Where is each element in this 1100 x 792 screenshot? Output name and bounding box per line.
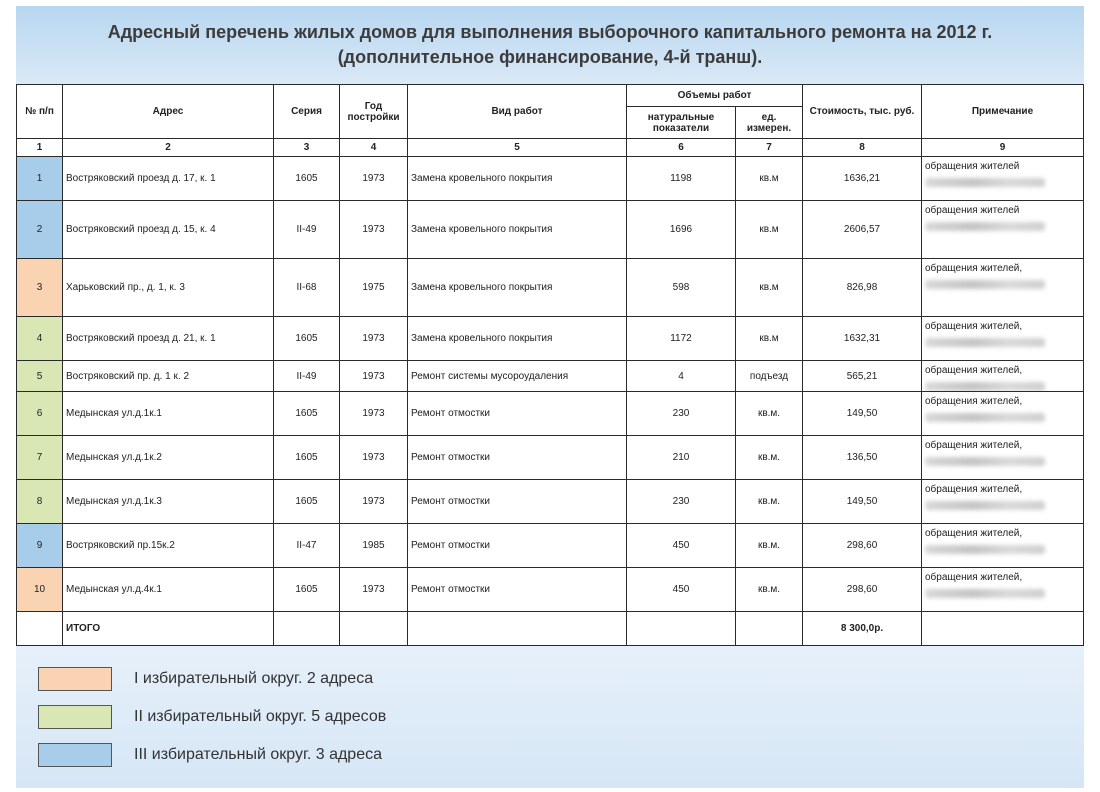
row-natural: 210	[627, 436, 736, 480]
row-year: 1973	[340, 361, 408, 392]
col-number: 8	[803, 139, 922, 157]
row-number: 8	[17, 480, 63, 524]
row-work: Ремонт отмостки	[408, 568, 627, 612]
total-empty-cell	[922, 612, 1084, 646]
row-note-text: обращения жителей,	[925, 440, 1023, 451]
legend-item	[38, 660, 386, 698]
row-note	[922, 392, 1084, 436]
row-cost: 1632,31	[803, 317, 922, 361]
row-work: Ремонт системы мусороудаления	[408, 361, 627, 392]
row-work: Замена кровельного покрытия	[408, 259, 627, 317]
row-cost: 149,50	[803, 392, 922, 436]
row-work: Ремонт отмостки	[408, 392, 627, 436]
redacted-text	[925, 382, 1045, 391]
title-line-2: (дополнительное финансирование, 4-й транш).	[337, 47, 763, 67]
row-note-text: обращения жителей	[925, 205, 1020, 216]
row-year: 1973	[340, 480, 408, 524]
row-cost: 298,60	[803, 568, 922, 612]
row-year: 1973	[340, 317, 408, 361]
column-number-row	[17, 139, 1084, 157]
row-unit: кв.м	[736, 201, 803, 259]
row-series: II-68	[274, 259, 340, 317]
row-number: 2	[17, 201, 63, 259]
header-work: Вид работ	[408, 85, 627, 139]
row-cost: 826,98	[803, 259, 922, 317]
row-number: 1	[17, 157, 63, 201]
row-natural: 230	[627, 480, 736, 524]
row-unit: кв.м.	[736, 480, 803, 524]
row-address: Востряковский пр. д. 1 к. 2	[63, 361, 274, 392]
row-number: 5	[17, 361, 63, 392]
legend-swatch-green	[38, 705, 112, 729]
total-row	[17, 612, 1084, 646]
redacted-text	[925, 280, 1045, 289]
row-year: 1973	[340, 201, 408, 259]
header-note: Примечание	[922, 85, 1084, 139]
row-cost: 149,50	[803, 480, 922, 524]
row-address: Медынская ул.д.1к.1	[63, 392, 274, 436]
col-number: 3	[274, 139, 340, 157]
row-natural: 4	[627, 361, 736, 392]
row-year: 1973	[340, 568, 408, 612]
redacted-text	[925, 222, 1045, 231]
table-row	[17, 259, 1084, 317]
row-note	[922, 361, 1084, 392]
row-note	[922, 480, 1084, 524]
row-unit: кв.м.	[736, 392, 803, 436]
row-number: 10	[17, 568, 63, 612]
row-series: 1605	[274, 157, 340, 201]
address-table	[16, 84, 1084, 646]
row-note-text: обращения жителей,	[925, 396, 1023, 407]
row-series: II-49	[274, 201, 340, 259]
redacted-text	[925, 338, 1045, 347]
row-cost: 2606,57	[803, 201, 922, 259]
row-cost: 1636,21	[803, 157, 922, 201]
col-number: 4	[340, 139, 408, 157]
row-address: Медынская ул.д.1к.2	[63, 436, 274, 480]
row-note-text: обращения жителей,	[925, 572, 1023, 583]
row-number: 9	[17, 524, 63, 568]
row-note-text: обращения жителей,	[925, 263, 1023, 274]
row-unit: кв.м	[736, 317, 803, 361]
row-natural: 1172	[627, 317, 736, 361]
header-natural: натуральные показатели	[627, 107, 736, 139]
legend-swatch-orange	[38, 667, 112, 691]
row-natural: 1696	[627, 201, 736, 259]
row-series: 1605	[274, 436, 340, 480]
col-number: 7	[736, 139, 803, 157]
row-year: 1973	[340, 392, 408, 436]
table-row	[17, 317, 1084, 361]
row-series: 1605	[274, 392, 340, 436]
header-year: Год постройки	[340, 85, 408, 139]
row-note-text: обращения жителей,	[925, 528, 1023, 539]
row-year: 1973	[340, 157, 408, 201]
row-unit: кв.м	[736, 259, 803, 317]
col-number: 6	[627, 139, 736, 157]
row-natural: 598	[627, 259, 736, 317]
row-number: 3	[17, 259, 63, 317]
col-number: 1	[17, 139, 63, 157]
row-year: 1975	[340, 259, 408, 317]
row-address: Харьковский пр., д. 1, к. 3	[63, 259, 274, 317]
legend-swatch-blue	[38, 743, 112, 767]
row-work: Замена кровельного покрытия	[408, 201, 627, 259]
row-series: 1605	[274, 317, 340, 361]
row-note	[922, 568, 1084, 612]
row-cost: 298,60	[803, 524, 922, 568]
row-work: Ремонт отмостки	[408, 524, 627, 568]
col-number: 2	[63, 139, 274, 157]
row-unit: кв.м.	[736, 568, 803, 612]
header-unit: ед. измерен.	[736, 107, 803, 139]
total-empty-cell	[340, 612, 408, 646]
row-note	[922, 436, 1084, 480]
row-cost: 136,50	[803, 436, 922, 480]
row-note-text: обращения жителей,	[925, 484, 1023, 495]
row-natural: 450	[627, 524, 736, 568]
header-row-1	[17, 85, 1084, 107]
redacted-text	[925, 457, 1045, 466]
row-note	[922, 317, 1084, 361]
col-number: 9	[922, 139, 1084, 157]
legend-label: II избирательный округ. 5 адресов	[134, 708, 387, 725]
table-row	[17, 568, 1084, 612]
table-row	[17, 361, 1084, 392]
row-number: 6	[17, 392, 63, 436]
redacted-text	[925, 501, 1045, 510]
row-work: Замена кровельного покрытия	[408, 157, 627, 201]
total-empty-cell	[274, 612, 340, 646]
col-number: 5	[408, 139, 627, 157]
redacted-text	[925, 545, 1045, 554]
row-unit: кв.м.	[736, 436, 803, 480]
redacted-text	[925, 178, 1045, 187]
header-num: № п/п	[17, 85, 63, 139]
redacted-text	[925, 413, 1045, 422]
header-volume: Объемы работ	[627, 85, 803, 107]
row-work: Ремонт отмостки	[408, 436, 627, 480]
row-note	[922, 524, 1084, 568]
row-natural: 230	[627, 392, 736, 436]
row-unit: подъезд	[736, 361, 803, 392]
row-note-text: обращения жителей,	[925, 321, 1023, 332]
row-work: Замена кровельного покрытия	[408, 317, 627, 361]
table-row	[17, 201, 1084, 259]
row-note	[922, 201, 1084, 259]
row-note	[922, 259, 1084, 317]
row-address: Медынская ул.д.4к.1	[63, 568, 274, 612]
header-series: Серия	[274, 85, 340, 139]
row-series: 1605	[274, 568, 340, 612]
redacted-text	[925, 589, 1045, 598]
row-natural: 1198	[627, 157, 736, 201]
total-cost: 8 300,0р.	[803, 612, 922, 646]
row-series: 1605	[274, 480, 340, 524]
row-series: II-47	[274, 524, 340, 568]
table-row	[17, 524, 1084, 568]
row-address: Востряковский пр.15к.2	[63, 524, 274, 568]
table-row	[17, 392, 1084, 436]
row-natural: 450	[627, 568, 736, 612]
total-empty-cell	[627, 612, 736, 646]
row-note-text: обращения жителей,	[925, 365, 1023, 376]
legend-label: I избирательный округ. 2 адреса	[134, 670, 374, 687]
row-address: Востряковский проезд д. 17, к. 1	[63, 157, 274, 201]
row-unit: кв.м.	[736, 524, 803, 568]
row-work: Ремонт отмостки	[408, 480, 627, 524]
table-row	[17, 480, 1084, 524]
row-number: 7	[17, 436, 63, 480]
title-line-1: Адресный перечень жилых домов для выполнения выборочного капитального ремонта на 2012 г.	[107, 22, 993, 42]
row-number: 4	[17, 317, 63, 361]
row-note-text: обращения жителей	[925, 161, 1020, 172]
row-year: 1973	[340, 436, 408, 480]
table-row	[17, 157, 1084, 201]
legend	[38, 660, 386, 774]
total-empty-cell	[736, 612, 803, 646]
row-address: Востряковский проезд д. 15, к. 4	[63, 201, 274, 259]
legend-label: III избирательный округ. 3 адреса	[134, 746, 382, 763]
row-address: Медынская ул.д.1к.3	[63, 480, 274, 524]
row-year: 1985	[340, 524, 408, 568]
table-row	[17, 436, 1084, 480]
total-empty-cell	[17, 612, 63, 646]
row-note	[922, 157, 1084, 201]
row-address: Востряковский проезд д. 21, к. 1	[63, 317, 274, 361]
row-unit: кв.м	[736, 157, 803, 201]
header-address: Адрес	[63, 85, 274, 139]
row-cost: 565,21	[803, 361, 922, 392]
total-empty-cell	[408, 612, 627, 646]
total-label: ИТОГО	[63, 612, 274, 646]
legend-item	[38, 736, 386, 774]
header-cost: Стоимость, тыс. руб.	[803, 85, 922, 139]
row-series: II-49	[274, 361, 340, 392]
page-title	[16, 20, 1084, 70]
legend-item	[38, 698, 386, 736]
